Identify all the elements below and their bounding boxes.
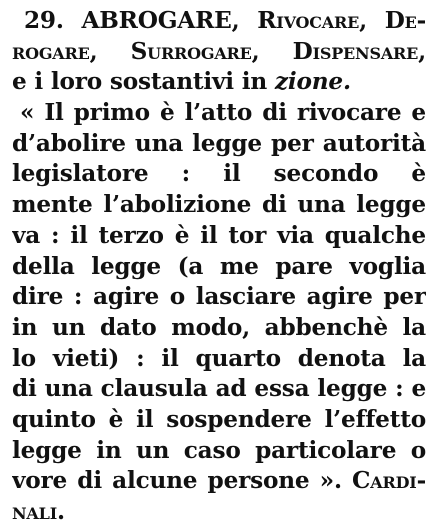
- entry-heading-line-2: [12, 37, 426, 68]
- body-line-text: vore di alcune persone ».: [12, 467, 342, 495]
- entry-headword: ABROGARE,: [81, 7, 240, 34]
- entry-number: 29.: [24, 7, 64, 34]
- body-line: « Il primo è l’atto di rivocare e: [20, 99, 426, 127]
- heading-subtitle: e i loro sostantivi in: [12, 68, 268, 96]
- entry-heading-line-1: [12, 6, 426, 37]
- author-attribution-end: nali.: [12, 498, 65, 525]
- body-line: quinto è il sospendere l’effetto: [12, 405, 426, 433]
- body-line: d’abolire una legge per autorità: [12, 129, 426, 157]
- body-line: lo vieti) : il quarto denota la: [12, 344, 426, 372]
- body-line: legge in un caso particolare o: [12, 436, 426, 464]
- body-line: legislatore : il secondo è: [12, 160, 426, 188]
- body-line: in un dato modo, abbenchè la: [12, 313, 426, 341]
- author-line: [12, 497, 426, 528]
- synonym-rivocare: Rivocare,: [257, 7, 367, 34]
- body-line: di una clausula ad essa legge : e: [12, 375, 426, 403]
- entry-heading-line-3: [12, 67, 426, 98]
- body-line: mente l’abolizione di una legge: [12, 191, 426, 219]
- body-line: dire : agire o lasciare agire per: [12, 283, 426, 311]
- heading-suffix: zione.: [274, 68, 351, 96]
- synonym-derogare-part1: De-: [384, 7, 426, 34]
- synonym-derogare-part2: rogare,: [12, 37, 98, 65]
- synonym-dispensare: Dispensare,: [292, 37, 426, 65]
- synonym-entry: [12, 6, 426, 528]
- body-line: della legge (a me pare voglia: [12, 252, 426, 280]
- body-line: va : il terzo è il tor via qualche: [12, 221, 426, 249]
- body-line-last: [12, 466, 426, 497]
- synonym-surrogare: Surrogare,: [130, 37, 260, 65]
- author-attribution: Cardi-: [352, 467, 426, 495]
